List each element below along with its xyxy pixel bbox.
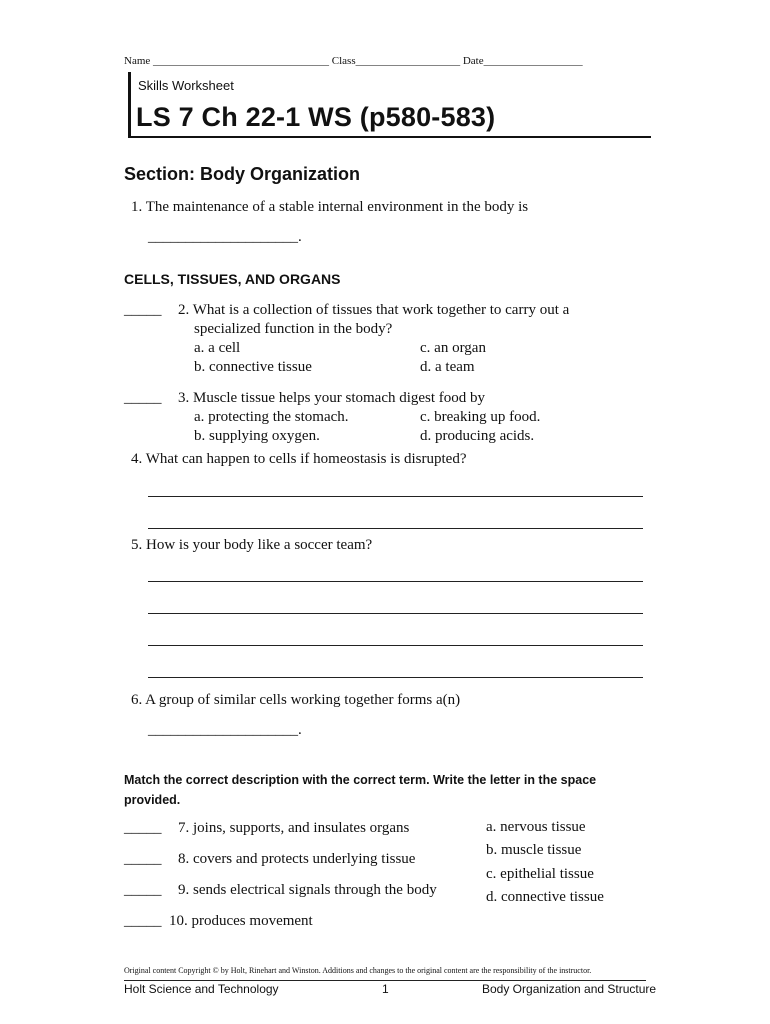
question-2-option-d: d. a team: [420, 359, 475, 375]
match-item-10-blank[interactable]: _____: [124, 913, 162, 929]
question-2-option-c: c. an organ: [420, 340, 486, 356]
match-item-9-text: 9. sends electrical signals through the body: [178, 882, 437, 898]
question-4-answer-line[interactable]: [148, 528, 643, 529]
question-2-option-a: a. a cell: [194, 340, 241, 356]
match-item-7-text: 7. joins, supports, and insulates organs: [178, 820, 410, 836]
footer-publisher: Holt Science and Technology: [124, 982, 279, 996]
match-item-9-blank[interactable]: _____: [124, 882, 162, 898]
question-5-answer-line[interactable]: [148, 677, 643, 678]
match-term-d: d. connective tissue: [486, 889, 604, 905]
question-3-option-d: d. producing acids.: [420, 428, 535, 444]
question-6-answer-blank[interactable]: ____________________.: [148, 722, 302, 738]
match-item-8-blank[interactable]: _____: [124, 851, 162, 867]
question-2-text-line2: specialized function in the body?: [194, 321, 393, 337]
name-label: Name: [124, 55, 151, 67]
question-3-text: 3. Muscle tissue helps your stomach digest food by: [178, 390, 486, 406]
worksheet-type: Skills Worksheet: [138, 78, 234, 93]
matching-instructions: Match the correct description with the correct term. Write the letter in the space provided.: [124, 773, 597, 807]
question-3-answer-blank[interactable]: _____: [124, 390, 162, 406]
question-3-option-b: b. supplying oxygen.: [194, 428, 320, 444]
class-field[interactable]: ___________________: [355, 55, 461, 67]
student-info-header: [124, 55, 583, 67]
cells-tissues-organs-heading: CELLS, TISSUES, AND ORGANS: [124, 271, 341, 287]
question-4-answer-line[interactable]: [148, 496, 643, 497]
question-5-answer-line[interactable]: [148, 645, 643, 646]
section-heading: Section: Body Organization: [124, 164, 361, 184]
match-item-8-text: 8. covers and protects underlying tissue: [178, 851, 416, 867]
footer-page-number: 1: [382, 982, 389, 996]
name-field[interactable]: ________________________________: [153, 55, 330, 67]
question-2-text-line1: 2. What is a collection of tissues that work together to carry out a: [178, 302, 570, 318]
match-term-c: c. epithelial tissue: [486, 866, 594, 882]
question-3-option-a: a. protecting the stomach.: [194, 409, 349, 425]
question-3-option-c: c. breaking up food.: [420, 409, 541, 425]
class-label: Class: [331, 55, 356, 67]
question-5-answer-line[interactable]: [148, 581, 643, 582]
match-term-a: a. nervous tissue: [486, 819, 586, 835]
question-5-answer-line[interactable]: [148, 613, 643, 614]
question-4-text: 4. What can happen to cells if homeostasis is disrupted?: [131, 451, 467, 467]
question-2-answer-blank[interactable]: _____: [124, 302, 162, 318]
match-item-10-text: 10. produces movement: [169, 913, 313, 929]
question-1-text: 1. The maintenance of a stable internal environment in the body is: [131, 199, 529, 215]
question-2-option-b: b. connective tissue: [194, 359, 312, 375]
footer-chapter-title: Body Organization and Structure: [482, 982, 657, 996]
page-title: LS 7 Ch 22-1 WS (p580-583): [136, 102, 496, 132]
question-6-text: 6. A group of similar cells working together forms a(n): [131, 692, 461, 708]
date-field[interactable]: __________________: [483, 55, 583, 67]
footer-divider: [124, 980, 646, 981]
date-label: Date: [462, 55, 484, 67]
match-term-b: b. muscle tissue: [486, 842, 582, 858]
copyright-notice: Original content Copyright © by Holt, Rinehart and Winston. Additions and changes to the original content are the responsibility of the instructor.: [124, 966, 592, 975]
question-1-answer-blank[interactable]: ____________________.: [148, 229, 302, 245]
match-item-7-blank[interactable]: _____: [124, 820, 162, 836]
question-5-text: 5. How is your body like a soccer team?: [131, 537, 373, 553]
